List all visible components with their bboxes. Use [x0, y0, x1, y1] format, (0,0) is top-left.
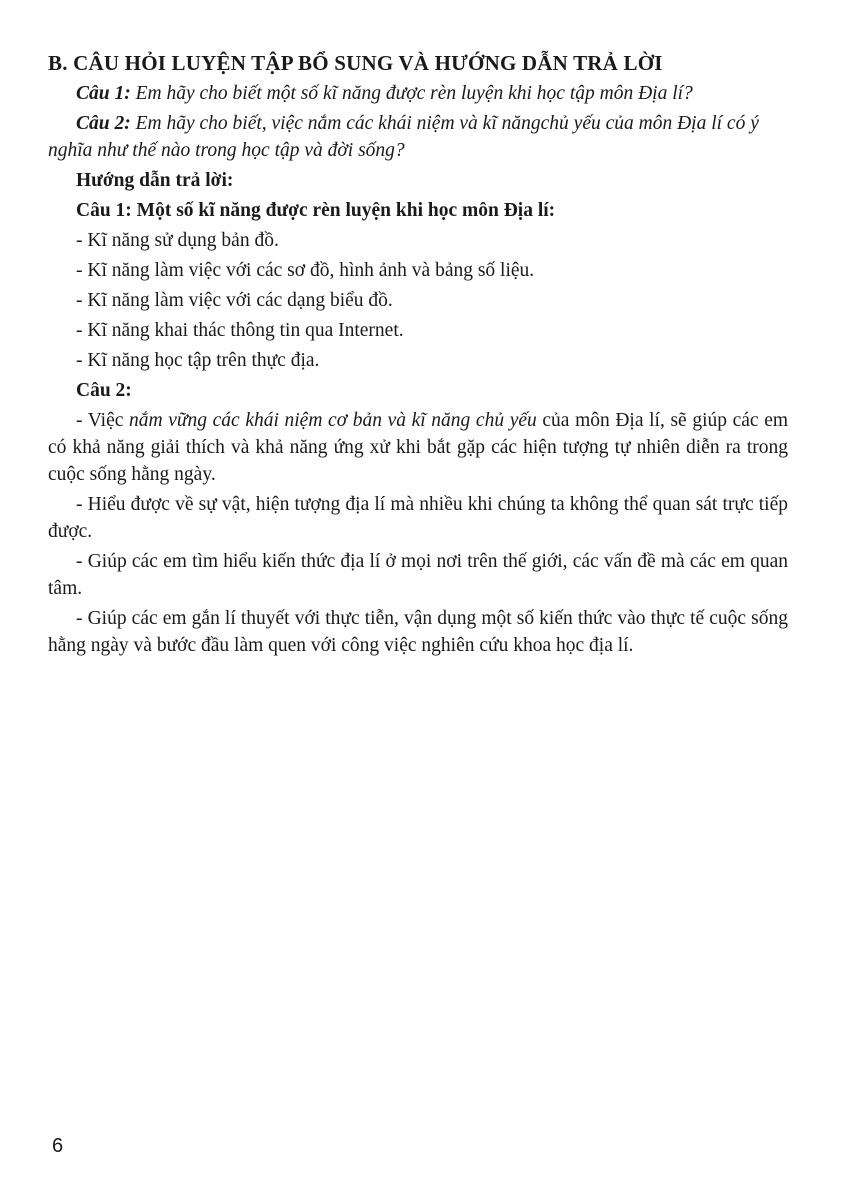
guide-title: Hướng dẫn trả lời: [76, 170, 234, 191]
p1-end: của môn Địa lí, sẽ giúp các em có khả năng giải thích và khả năng ứng xử khi bắt gặp các hiện tượng tự nhiên diễn ra trong cuộc sống hằng ngày. [48, 410, 789, 485]
page-content [48, 50, 788, 662]
answer-1-title: Câu 1: Một số kĩ năng được rèn luyện khi học môn Địa lí: [76, 200, 556, 221]
section-title: B. CÂU HỎI LUYỆN TẬP BỔ SUNG VÀ HƯỚNG DẪN TRẢ LỜI [48, 51, 663, 75]
answer-2-paragraph-2: - Hiểu được về sự vật, hiện tượng địa lí mà nhiều khi chúng ta không thể quan sát trực tiếp được. [48, 494, 788, 542]
question-2-label: Câu 2: [76, 113, 131, 134]
answer-2-title: Câu 2: [76, 380, 132, 401]
question-1-label: Câu 1: [76, 83, 131, 104]
question-2-text: Em hãy cho biết, việc nắm các khái niệm và kĩ năngchủ yếu của môn Địa lí có ý nghĩa như thế nào trong học tập và đời sống? [48, 113, 759, 161]
list-item: - Kĩ năng làm việc với các dạng biểu đồ. [76, 290, 393, 311]
answer-2-paragraph-4: - Giúp các em gắn lí thuyết với thực tiễn, vận dụng một số kiến thức vào thực tế cuộc sống hằng ngày và bước đầu làm quen với công việc nghiên cứu khoa học địa lí. [48, 608, 788, 656]
list-item: - Kĩ năng sử dụng bản đồ. [76, 230, 279, 251]
question-2 [48, 110, 788, 164]
list-item: - Kĩ năng học tập trên thực địa. [76, 350, 320, 371]
answer-2-paragraph-3: - Giúp các em tìm hiểu kiến thức địa lí ở mọi nơi trên thế giới, các vấn đề mà các em quan tâm. [48, 551, 788, 599]
list-item: - Kĩ năng làm việc với các sơ đồ, hình ảnh và bảng số liệu. [76, 260, 535, 281]
p1-start: - Việc [76, 410, 130, 431]
question-1-text: Em hãy cho biết một số kĩ năng được rèn luyện khi học tập môn Địa lí? [130, 83, 693, 104]
page-number: 6 [52, 1135, 64, 1157]
question-1 [48, 80, 788, 107]
list-item: - Kĩ năng khai thác thông tin qua Internet. [76, 320, 404, 341]
answer-2-paragraph-1 [48, 407, 788, 488]
p1-italic: nắm vững các khái niệm cơ bản và kĩ năng chủ yếu [129, 410, 537, 431]
